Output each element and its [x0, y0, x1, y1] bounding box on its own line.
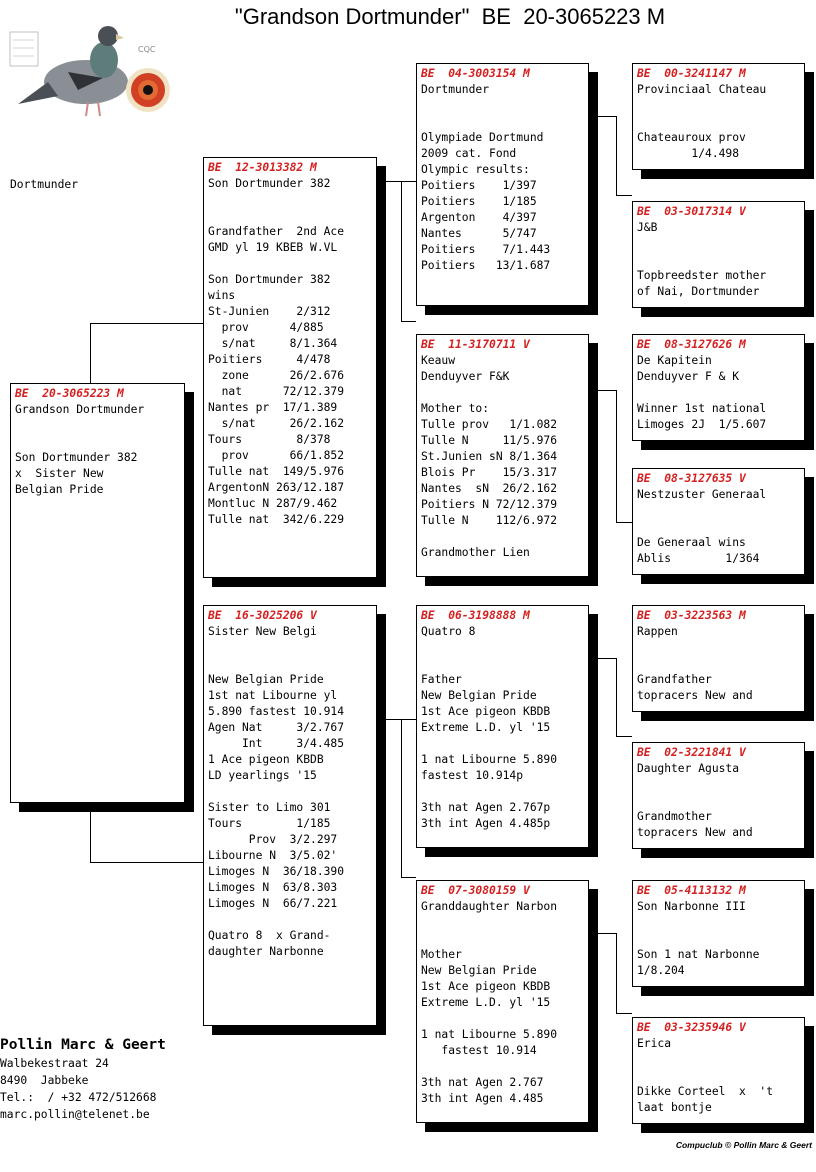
owner-email[interactable]: marc.pollin@telenet.be	[0, 1108, 150, 1121]
pedigree-line: Limoges N 63/8.303	[208, 881, 338, 894]
pedigree-text	[208, 176, 372, 528]
pedigree-line	[15, 418, 180, 434]
pedigree-line: Limoges N 66/7.221	[208, 897, 338, 910]
pedigree-line	[637, 640, 800, 656]
pedigree-line: Agen Nat 3/2.767	[208, 721, 345, 734]
pedigree-line: New Belgian Pride	[208, 673, 324, 686]
pedigree-line: Poitiers 1/397	[421, 179, 537, 192]
pedigree-line: Grandmother Lien	[421, 546, 530, 559]
pedigree-line: 1st Ace pigeon KBDB	[421, 980, 551, 993]
pedigree-line: Extreme L.D. yl '15	[421, 996, 551, 1009]
pedigree-line	[637, 915, 800, 931]
pedigree-text	[421, 899, 584, 1107]
pedigree-line: 3th nat Agen 2.767p	[421, 801, 551, 814]
pedigree-line: 1/4.498	[637, 147, 740, 160]
owner-phone: Tel.: / +32 472/512668	[0, 1091, 157, 1104]
pedigree-line: Mother	[421, 948, 462, 961]
pedigree-line: laat bontje	[637, 1101, 712, 1114]
pedigree-box-fmm	[632, 468, 805, 575]
ring-number: BE 03-3223563 M	[637, 609, 746, 622]
pedigree-line: Tulle N 11/5.976	[421, 434, 558, 447]
pedigree-line: Belgian Pride	[15, 483, 104, 496]
pedigree-line: Grandfather	[637, 673, 712, 686]
pedigree-line: 1/8.204	[637, 964, 685, 977]
pedigree-line	[637, 777, 800, 793]
pedigree-line	[15, 434, 180, 450]
pedigree-box-ffm	[632, 201, 805, 308]
pigeon-logo	[8, 12, 188, 132]
pedigree-line	[637, 656, 800, 672]
pedigree-line: Dikke Corteel x 't	[637, 1085, 774, 1098]
pedigree-line	[208, 912, 372, 928]
pedigree-line: 3th int Agen 4.485p	[421, 817, 551, 830]
pedigree-box-fmf	[632, 334, 805, 441]
pedigree-line	[637, 519, 800, 535]
pedigree-line: New Belgian Pride	[421, 964, 537, 977]
pedigree-line: daughter Narbonne	[208, 945, 324, 958]
pedigree-line: Poitiers 7/1.443	[421, 243, 551, 256]
ring-number: BE 06-3198888 M	[421, 609, 530, 622]
pedigree-box-fm	[416, 334, 589, 577]
ring-number: BE 12-3013382 M	[208, 161, 317, 174]
pedigree-line: 5.890 fastest 10.914	[208, 705, 345, 718]
pedigree-line: Sister to Limo 301	[208, 801, 331, 814]
pedigree-line: wins	[208, 289, 236, 302]
pedigree-line: Denduyver F & K	[637, 370, 740, 383]
pedigree-line: Provinciaal Chateau	[637, 83, 767, 96]
pedigree-line: GMD yl 19 KBEB W.VL	[208, 241, 338, 254]
ring-number: BE 04-3003154 M	[421, 67, 530, 80]
pedigree-line: zone 26/2.676	[208, 369, 345, 382]
pedigree-line	[421, 1011, 584, 1027]
pedigree-box-mff	[632, 605, 805, 712]
pedigree-line: Nantes 5/747	[421, 227, 537, 240]
pedigree-line	[421, 736, 584, 752]
pedigree-line	[421, 915, 584, 931]
pedigree-line: 2009 cat. Fond	[421, 147, 517, 160]
pedigree-line	[208, 256, 372, 272]
pedigree-line	[637, 385, 800, 401]
pedigree-box-mfm	[632, 742, 805, 849]
pedigree-box-mf	[416, 605, 589, 848]
pedigree-line: St.Junien sN 8/1.364	[421, 450, 558, 463]
pedigree-line	[637, 931, 800, 947]
pedigree-line: Nestzuster Generaal	[637, 488, 767, 501]
pedigree-box-ff	[416, 63, 589, 306]
footer-credit: Compuclub © Pollin Marc & Geert	[675, 1140, 812, 1150]
pedigree-line: Grandmother	[637, 810, 712, 823]
pedigree-line: fastest 10.914	[421, 1044, 537, 1057]
pedigree-box-mmf	[632, 880, 805, 987]
pedigree-line: of Nai, Dortmunder	[637, 285, 760, 298]
pedigree-line: Daughter Agusta	[637, 762, 740, 775]
pedigree-text	[637, 353, 800, 433]
page-title: "Grandson Dortmunder" BE 20-3065223 M	[234, 4, 666, 29]
pedigree-line: De Generaal wins	[637, 536, 746, 549]
ring-number: BE 03-3017314 V	[637, 205, 746, 218]
pedigree-line: fastest 10.914p	[421, 769, 524, 782]
pedigree-line	[637, 98, 800, 114]
pedigree-line: Nantes sN 26/2.162	[421, 482, 558, 495]
pedigree-line	[208, 640, 372, 656]
pedigree-line: Prov 3/2.297	[208, 833, 338, 846]
pedigree-line: Argenton 4/397	[421, 211, 537, 224]
pedigree-text	[421, 353, 584, 561]
pedigree-line: Quatro 8 x Grand-	[208, 929, 331, 942]
ring-number: BE 11-3170711 V	[421, 338, 530, 351]
svg-text:CQC: CQC	[138, 45, 156, 54]
pedigree-text	[637, 899, 800, 979]
pedigree-text	[637, 82, 800, 162]
pedigree-text	[15, 402, 180, 498]
pedigree-line	[637, 236, 800, 252]
pedigree-line: Denduyver F&K	[421, 370, 510, 383]
pedigree-box-father	[203, 157, 377, 578]
ring-number: BE 00-3241147 M	[637, 67, 746, 80]
pedigree-line: Libourne N 3/5.02'	[208, 849, 338, 862]
owner-city: 8490 Jabbeke	[0, 1074, 89, 1087]
pedigree-line: Nantes pr 17/1.389	[208, 401, 338, 414]
pedigree-line: LD yearlings '15	[208, 769, 317, 782]
pedigree-line: Extreme L.D. yl '15	[421, 721, 551, 734]
pedigree-line: 3th nat Agen 2.767	[421, 1076, 544, 1089]
pedigree-line: Ablis 1/364	[637, 552, 760, 565]
pedigree-line: nat 72/12.379	[208, 385, 345, 398]
pedigree-text	[421, 82, 584, 274]
pedigree-box-mother	[203, 605, 377, 1026]
pedigree-line: Olympic results:	[421, 163, 530, 176]
pedigree-line: x Sister New	[15, 467, 104, 480]
ring-number: BE 08-3127626 M	[637, 338, 746, 351]
pedigree-line: Poitiers 1/185	[421, 195, 537, 208]
pedigree-box-main	[10, 383, 185, 803]
pedigree-line: Son Dortmunder 382	[15, 451, 138, 464]
pedigree-text	[637, 1036, 800, 1116]
pedigree-line: Limoges 2J 1/5.607	[637, 418, 767, 431]
pedigree-line: 1 Ace pigeon KBDB	[208, 753, 324, 766]
owner-name: Pollin Marc & Geert	[0, 1037, 166, 1053]
pedigree-line: 1 nat Libourne 5.890	[421, 1028, 558, 1041]
pedigree-line: New Belgian Pride	[421, 689, 537, 702]
pedigree-box-fff	[632, 63, 805, 170]
pedigree-text	[637, 487, 800, 567]
pedigree-line: topracers New and	[637, 826, 753, 839]
ring-number: BE 02-3221841 V	[637, 746, 746, 759]
pedigree-line: topracers New and	[637, 689, 753, 702]
owner-street: Walbekestraat 24	[0, 1057, 109, 1070]
pedigree-line: 1st nat Libourne yl	[208, 689, 338, 702]
pedigree-line: Son Dortmunder 382	[208, 273, 331, 286]
pedigree-line: Poitiers N 72/12.379	[421, 498, 558, 511]
pedigree-line: prov 4/885	[208, 321, 324, 334]
pedigree-line: Poitiers 4/478	[208, 353, 331, 366]
pedigree-line: Tours 8/378	[208, 433, 331, 446]
pedigree-line: Blois Pr 15/3.317	[421, 466, 558, 479]
ring-number: BE 07-3080159 V	[421, 884, 530, 897]
pedigree-line: s/nat 8/1.364	[208, 337, 338, 350]
pedigree-line: 1 nat Libourne 5.890	[421, 753, 558, 766]
pedigree-line	[421, 529, 584, 545]
pedigree-line: Tulle N 112/6.972	[421, 514, 558, 527]
pedigree-line	[421, 784, 584, 800]
pedigree-line: Grandfather 2nd Ace	[208, 225, 345, 238]
pedigree-line: Tulle nat 149/5.976	[208, 465, 345, 478]
pedigree-line: Granddaughter Narbon	[421, 900, 558, 913]
pedigree-line: Father	[421, 673, 462, 686]
pedigree-line: Tulle prov 1/1.082	[421, 418, 558, 431]
pedigree-text	[637, 624, 800, 704]
pedigree-box-mmm	[632, 1017, 805, 1124]
ring-number: BE 03-3235946 V	[637, 1021, 746, 1034]
pedigree-line: St-Junien 2/312	[208, 305, 331, 318]
pedigree-text	[637, 220, 800, 300]
pedigree-line: Keauw	[421, 354, 456, 367]
pedigree-line: Sister New Belgi	[208, 625, 317, 638]
pedigree-line	[421, 931, 584, 947]
pedigree-line	[637, 1068, 800, 1084]
pedigree-line	[421, 385, 584, 401]
pedigree-line: s/nat 26/2.162	[208, 417, 345, 430]
pedigree-line	[421, 656, 584, 672]
pedigree-line	[421, 114, 584, 130]
pedigree-line: Limoges N 36/18.390	[208, 865, 345, 878]
pedigree-line: Quatro 8	[421, 625, 476, 638]
pedigree-line: Grandson Dortmunder	[15, 403, 145, 416]
pedigree-line	[421, 1059, 584, 1075]
pedigree-line	[208, 208, 372, 224]
pedigree-line: Erica	[637, 1037, 672, 1050]
pedigree-line: J&B	[637, 221, 658, 234]
pedigree-text	[421, 624, 584, 832]
pedigree-line	[637, 1052, 800, 1068]
pedigree-line	[421, 640, 584, 656]
pedigree-line: prov 66/1.852	[208, 449, 345, 462]
pedigree-line: Topbreedster mother	[637, 269, 767, 282]
pedigree-line: 3th int Agen 4.485	[421, 1092, 544, 1105]
pedigree-line: Son Narbonne III	[637, 900, 746, 913]
ring-number: BE 08-3127635 V	[637, 472, 746, 485]
pedigree-line: Son Dortmunder 382	[208, 177, 331, 190]
pedigree-text	[208, 624, 372, 960]
pedigree-line	[208, 192, 372, 208]
pedigree-line: Tulle nat 342/6.229	[208, 513, 345, 526]
pedigree-line	[208, 656, 372, 672]
pedigree-line: Mother to:	[421, 402, 490, 415]
ring-number: BE 05-4113132 M	[637, 884, 746, 897]
ring-number: BE 16-3025206 V	[208, 609, 317, 622]
pedigree-line: Son 1 nat Narbonne	[637, 948, 760, 961]
pedigree-line	[637, 793, 800, 809]
pedigree-line	[421, 98, 584, 114]
pedigree-line: Chateauroux prov	[637, 131, 746, 144]
pedigree-line: Winner 1st national	[637, 402, 767, 415]
pedigree-line	[637, 114, 800, 130]
pedigree-line: Olympiade Dortmund	[421, 131, 544, 144]
pedigree-box-mm	[416, 880, 589, 1123]
pedigree-line	[637, 503, 800, 519]
owner-info	[0, 1035, 166, 1123]
pedigree-line: Dortmunder	[421, 83, 490, 96]
strain-name: Dortmunder	[10, 178, 79, 191]
pedigree-text	[637, 761, 800, 841]
pedigree-line: Rappen	[637, 625, 678, 638]
pedigree-line: Tours 1/185	[208, 817, 331, 830]
pedigree-line	[208, 784, 372, 800]
pedigree-line: 1st Ace pigeon KBDB	[421, 705, 551, 718]
pedigree-line: De Kapitein	[637, 354, 712, 367]
ring-number: BE 20-3065223 M	[15, 387, 124, 400]
pedigree-line: ArgentonN 263/12.187	[208, 481, 345, 494]
pedigree-line	[637, 252, 800, 268]
pedigree-line: Int 3/4.485	[208, 737, 345, 750]
pedigree-line: Montluc N 287/9.462	[208, 497, 338, 510]
pedigree-line: Poitiers 13/1.687	[421, 259, 551, 272]
